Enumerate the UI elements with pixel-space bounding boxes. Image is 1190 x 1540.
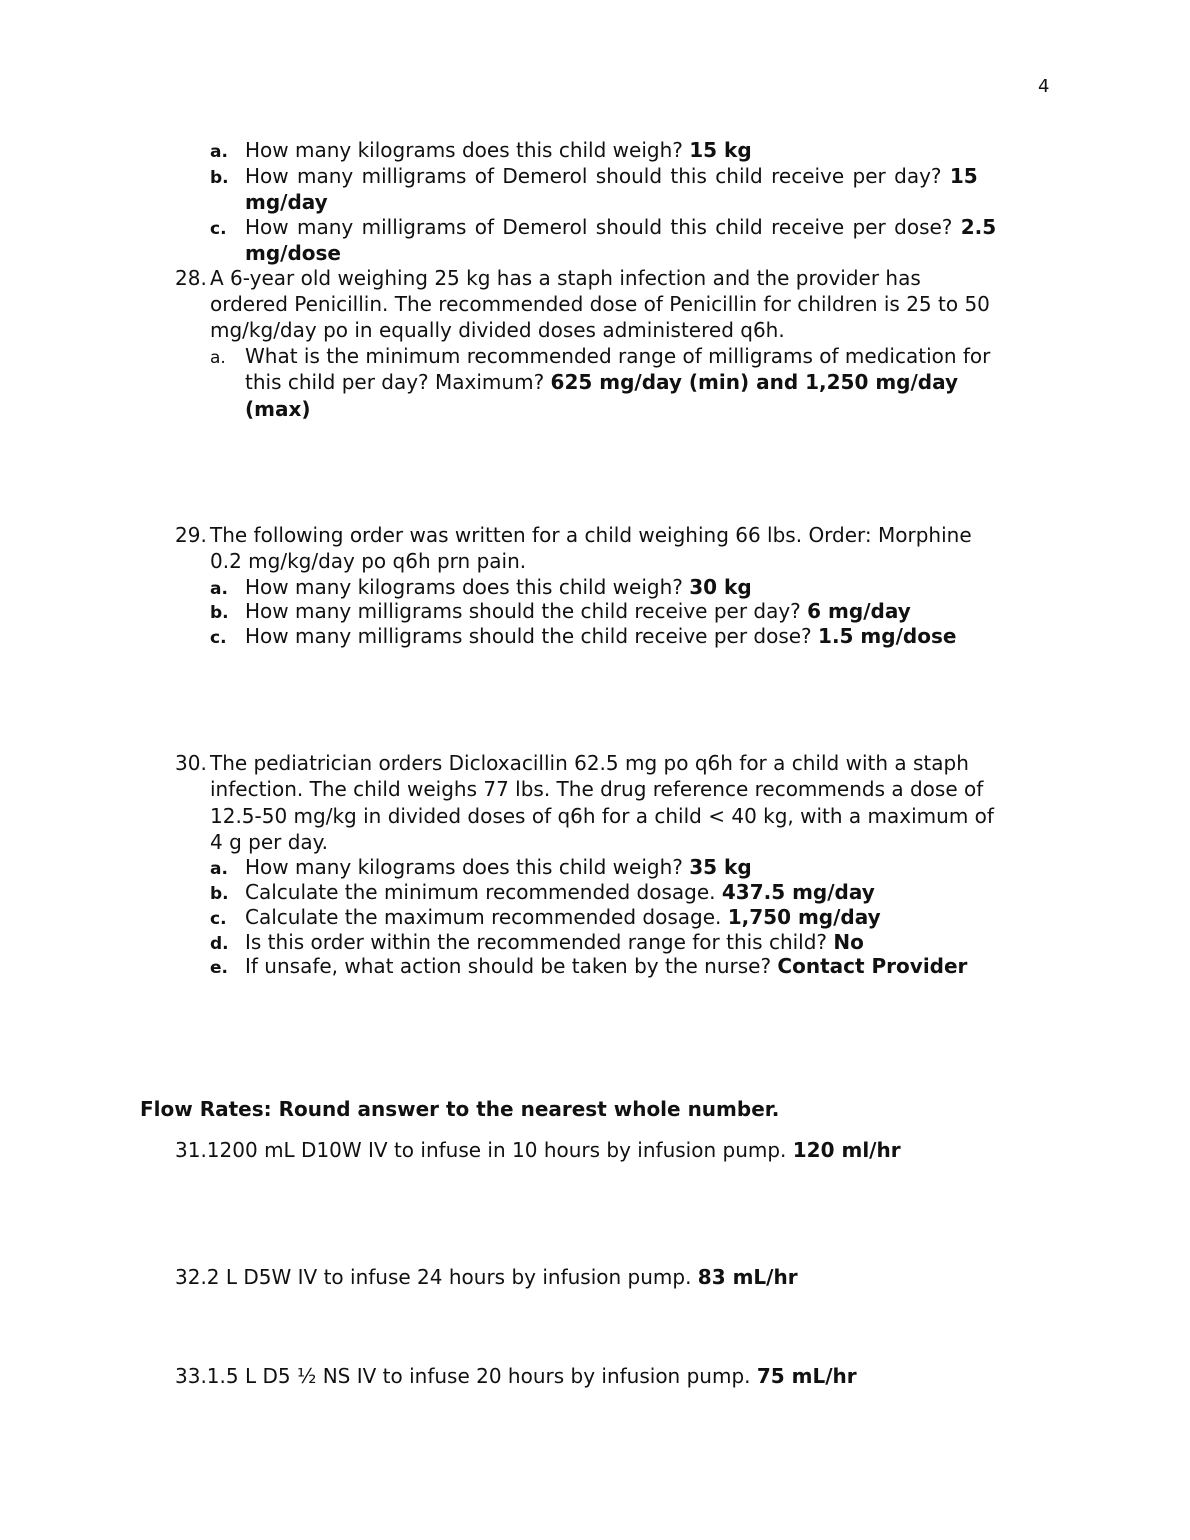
- answer: 625 mg/day (min) and 1,250 mg/day: [550, 370, 959, 394]
- question-33: [175, 1363, 857, 1389]
- answer: No: [833, 930, 864, 954]
- answer: 6 mg/day: [807, 599, 911, 623]
- question-text: How many milligrams should the child receive per dose?: [245, 624, 819, 648]
- answer: 35 kg: [689, 855, 752, 879]
- question-30a: [245, 854, 752, 880]
- item-letter: c.: [210, 909, 227, 929]
- question-line: 0.2 mg/kg/day po q6h prn pain.: [210, 549, 527, 573]
- answer: 15 kg: [689, 138, 752, 162]
- question-number: 29.: [175, 523, 207, 547]
- question-text: Calculate the maximum recommended dosage.: [245, 905, 728, 929]
- answer: 2.5: [960, 215, 997, 239]
- item-letter: b.: [210, 168, 229, 188]
- question-line: The following order was written for a child weighing 66 lbs. Order: Morphine: [210, 523, 972, 547]
- answer: 437.5 mg/day: [721, 880, 875, 904]
- question-text: this child per day? Maximum?: [245, 370, 551, 394]
- question-line: A 6-year old weighing 25 kg has a staph infection and the provider has: [210, 266, 921, 290]
- question-31: [175, 1137, 901, 1163]
- question-29c: [245, 623, 956, 649]
- item-letter: b.: [210, 884, 229, 904]
- question-27b: [245, 163, 978, 189]
- item-letter: c.: [210, 628, 227, 648]
- question-text: How many kilograms does this child weigh?: [245, 855, 690, 879]
- question-number: 30.: [175, 751, 207, 775]
- answer: 83 mL/hr: [697, 1265, 798, 1289]
- answer: 30 kg: [689, 575, 752, 599]
- answer-continued: (max): [245, 397, 311, 421]
- question-32: [175, 1264, 798, 1290]
- question-text: How many kilograms does this child weigh?: [245, 138, 690, 162]
- item-letter: d.: [210, 934, 229, 954]
- page-number: 4: [1038, 76, 1050, 97]
- question-29b: [245, 598, 911, 624]
- question-text: 33.1.5 L D5 ½ NS IV to infuse 20 hours by infusion pump.: [175, 1364, 757, 1388]
- question-text: 32.2 L D5W IV to infuse 24 hours by infusion pump.: [175, 1265, 698, 1289]
- question-number: 28.: [175, 266, 207, 290]
- answer: 120 ml/hr: [792, 1138, 901, 1162]
- question-30e: [245, 953, 967, 979]
- question-line: 12.5-50 mg/kg in divided doses of q6h for a child < 40 kg, with a maximum of: [210, 804, 994, 828]
- question-line: mg/kg/day po in equally divided doses administered q6h.: [210, 318, 785, 342]
- question-text: How many milligrams should the child receive per day?: [245, 599, 808, 623]
- item-letter: a.: [210, 579, 228, 599]
- question-text: 31.1200 mL D10W IV to infuse in 10 hours by infusion pump.: [175, 1138, 793, 1162]
- question-text: How many milligrams of Demerol should this child receive per day?: [245, 164, 950, 188]
- section-heading: Flow Rates: Round answer to the nearest whole number.: [140, 1097, 780, 1121]
- answer: 1.5 mg/dose: [818, 624, 957, 648]
- item-letter: e.: [210, 958, 228, 978]
- answer: Contact Provider: [777, 954, 968, 978]
- question-30d: [245, 929, 864, 955]
- question-29a: [245, 574, 752, 600]
- answer: 15: [949, 164, 978, 188]
- question-line: ordered Penicillin. The recommended dose of Penicillin for children is 25 to 50: [210, 292, 990, 316]
- question-line: infection. The child weighs 77 lbs. The drug reference recommends a dose of: [210, 777, 984, 801]
- item-letter: b.: [210, 603, 229, 623]
- item-letter: a.: [210, 142, 228, 162]
- question-27c: [245, 214, 996, 240]
- item-letter: a.: [210, 859, 228, 879]
- question-30b: [245, 879, 875, 905]
- item-letter: a.: [210, 348, 226, 368]
- answer: 1,750 mg/day: [727, 905, 881, 929]
- question-text: How many milligrams of Demerol should this child receive per dose?: [245, 215, 961, 239]
- question-30c: [245, 904, 881, 930]
- question-line: [245, 369, 958, 395]
- question-line: What is the minimum recommended range of milligrams of medication for: [245, 344, 991, 368]
- question-line: 4 g per day.: [210, 830, 329, 854]
- item-letter: c.: [210, 219, 227, 239]
- question-text: Is this order within the recommended range for this child?: [245, 930, 834, 954]
- question-27a: [245, 137, 752, 163]
- answer-continued: mg/dose: [245, 241, 341, 265]
- answer: 75 mL/hr: [756, 1364, 857, 1388]
- question-text: Calculate the minimum recommended dosage.: [245, 880, 722, 904]
- question-text: If unsafe, what action should be taken by the nurse?: [245, 954, 778, 978]
- question-line: The pediatrician orders Dicloxacillin 62.5 mg po q6h for a child with a staph: [210, 751, 969, 775]
- question-text: How many kilograms does this child weigh?: [245, 575, 690, 599]
- answer-continued: mg/day: [245, 190, 328, 214]
